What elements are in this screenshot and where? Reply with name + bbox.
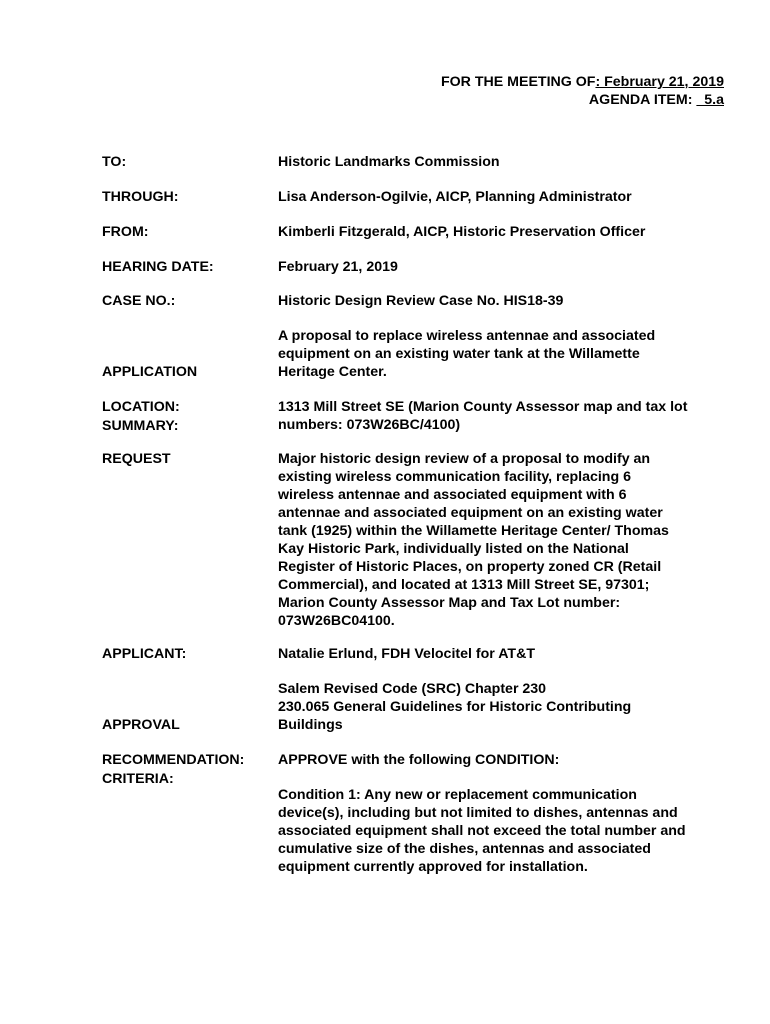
agenda-item-value: 5.a (696, 92, 724, 108)
hearing-date-value: February 21, 2019 (278, 259, 398, 275)
request-label: REQUEST (102, 451, 171, 467)
applicant-value: Natalie Erlund, FDH Velocitel for AT&T (278, 646, 535, 662)
approval-criteria-value (278, 680, 678, 734)
hearing-date-label: HEARING DATE: (102, 259, 214, 275)
approval-criteria-line2: 230.065 General Guidelines for Historic Contributing Buildings (278, 699, 632, 733)
application-summary-label-line2: SUMMARY: (102, 418, 179, 434)
applicant-label: APPLICANT: (102, 646, 187, 662)
meeting-date-line (441, 73, 724, 91)
through-value: Lisa Anderson-Ogilvie, AICP, Planning Administrator (278, 189, 632, 205)
from-value: Kimberli Fitzgerald, AICP, Historic Preservation Officer (278, 224, 646, 240)
request-value: Major historic design review of a proposal to modify an existing wireless communication facility, replacing 6 wireless antennae and associated equipment with 6 antennae and associated equipment on an existing water tank (1925) within the Willamette Heritage Center/ Thomas Kay Historic Park, individually listed on the National Register of Historic Places, on property zoned CR (Retail Commercial), and located at 1313 Mill Street SE, 97301; Marion County Assessor Map and Tax Lot number: 073W26BC04100. (278, 451, 669, 629)
case-no-value: Historic Design Review Case No. HIS18-39 (278, 293, 564, 309)
application-summary-label (102, 327, 272, 453)
from-label: FROM: (102, 224, 149, 240)
approval-criteria-label-line2: CRITERIA: (102, 771, 174, 787)
location-value: 1313 Mill Street SE (Marion County Assessor map and tax lot numbers: 073W26BC/4100) (278, 399, 688, 433)
approval-criteria-line1: Salem Revised Code (SRC) Chapter 230 (278, 681, 547, 697)
approval-criteria-label-line1: APPROVAL (102, 717, 180, 733)
through-label: THROUGH: (102, 189, 179, 205)
condition-1-text: Condition 1: Any new or replacement communication device(s), including but not limited to dishes, antennas and associated equipment shall not exceed the total number and cumulative size of the dishes, antennas and associated equipment currently approved for installation. (278, 787, 686, 875)
application-summary-label-line1: APPLICATION (102, 364, 198, 380)
to-value: Historic Landmarks Commission (278, 154, 500, 170)
meeting-header (441, 73, 724, 109)
recommendation-value: APPROVE with the following CONDITION: (278, 752, 560, 768)
case-no-label: CASE NO.: (102, 293, 176, 309)
agenda-item-line (441, 91, 724, 109)
application-summary-value: A proposal to replace wireless antennae and associated equipment on an existing water tank at the Willamette Heritage Center. (278, 328, 656, 380)
agenda-prefix: AGENDA ITEM: (588, 92, 693, 108)
approval-criteria-label (102, 680, 272, 806)
meeting-date: : February 21, 2019 (595, 74, 724, 90)
meeting-prefix: FOR THE MEETING OF (440, 74, 596, 90)
recommendation-label: RECOMMENDATION: (102, 752, 245, 768)
to-label: TO: (102, 154, 127, 170)
location-label: LOCATION: (102, 399, 180, 415)
